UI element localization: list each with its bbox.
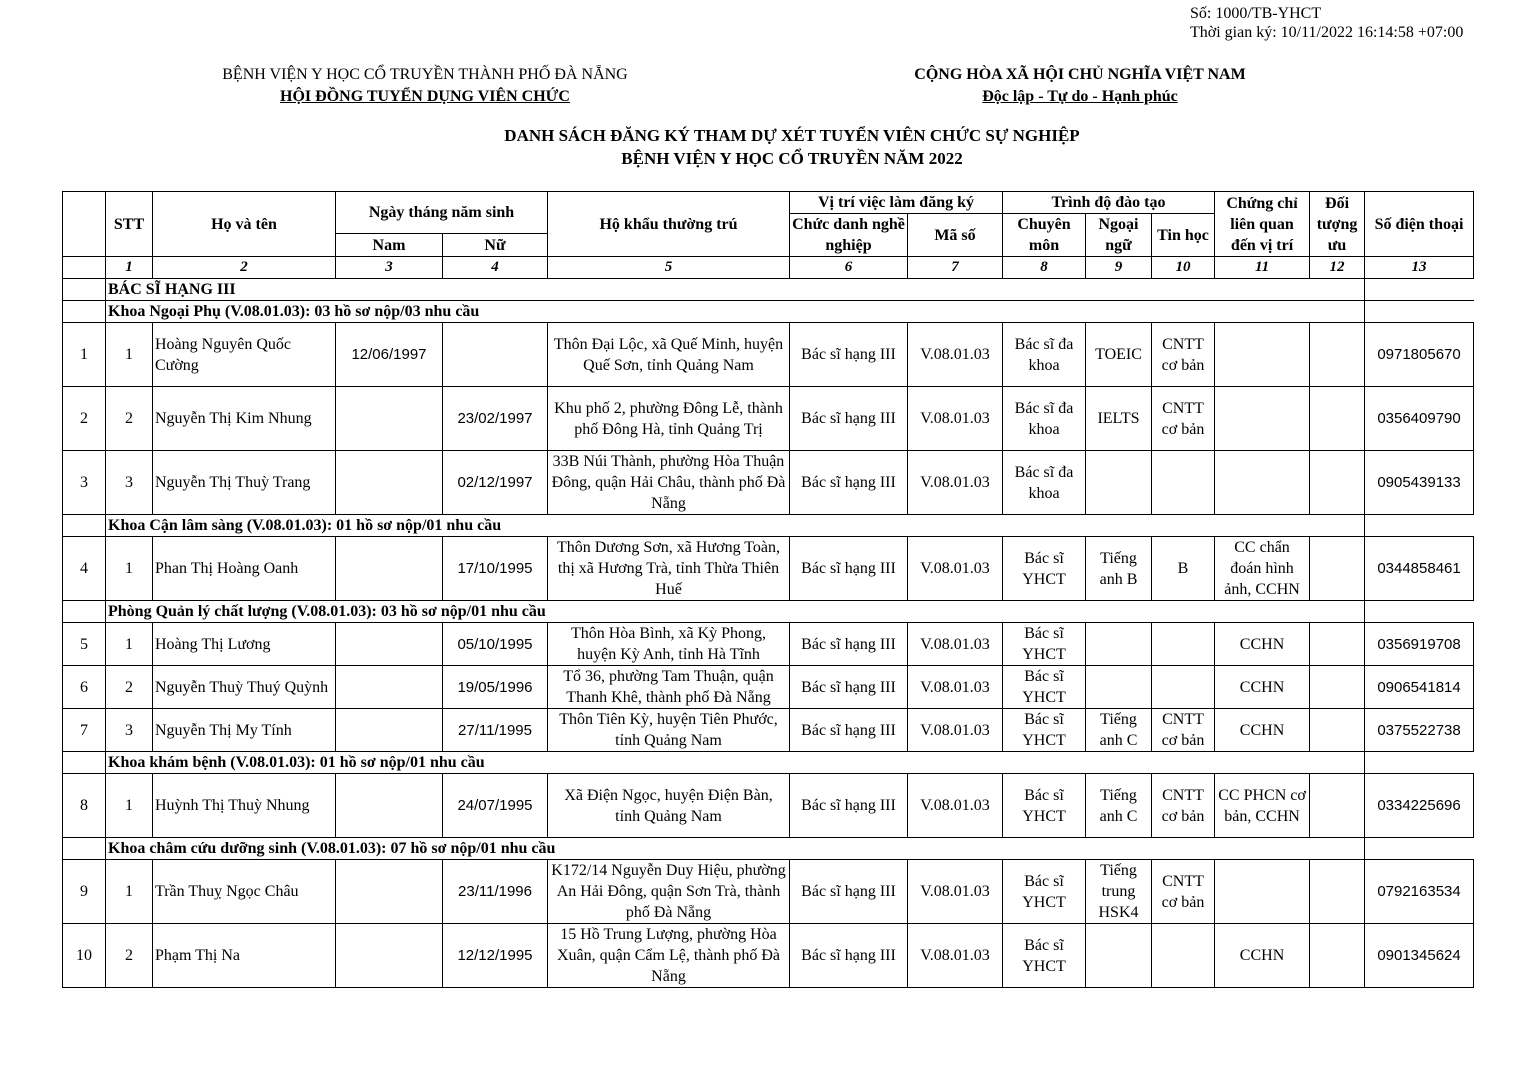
priority [1310, 537, 1365, 601]
dob-female: 24/07/1995 [443, 774, 548, 838]
document-number: Số: 1000/TB-YHCT [1190, 5, 1322, 22]
col-number: 6 [790, 257, 908, 279]
phone-number: 0344858461 [1365, 537, 1474, 601]
row-stt: 1 [106, 323, 153, 387]
it-skill: CNTT cơ bản [1152, 709, 1215, 752]
address: Thôn Dương Sơn, xã Hương Toàn, thị xã Hương Trà, tỉnh Thừa Thiên Huế [548, 537, 790, 601]
applicant-name: Trần Thuỵ Ngọc Châu [153, 860, 336, 924]
it-skill: CNTT cơ bản [1152, 323, 1215, 387]
language: IELTS [1086, 387, 1152, 451]
address: Tổ 36, phường Tam Thuận, quận Thanh Khê, thành phố Đà Nẵng [548, 666, 790, 709]
address: 15 Hồ Trung Lượng, phường Hòa Xuân, quận Cẩm Lệ, thành phố Đà Nẵng [548, 924, 790, 988]
major: Bác sĩ YHCT [1003, 623, 1086, 666]
phone-number: 0356409790 [1365, 387, 1474, 451]
priority [1310, 774, 1365, 838]
dob-female [443, 323, 548, 387]
header-phone: Số điện thoại [1365, 192, 1474, 257]
language [1086, 924, 1152, 988]
header-dob: Ngày tháng năm sinh [336, 192, 548, 234]
col-number: 9 [1086, 257, 1152, 279]
col-number: 11 [1215, 257, 1310, 279]
table-row [63, 451, 1474, 515]
priority [1310, 924, 1365, 988]
position-code: V.08.01.03 [908, 774, 1003, 838]
header-it: Tin học [1152, 214, 1215, 257]
nation-name: CỘNG HÒA XÃ HỘI CHỦ NGHĨA VIỆT NAM [914, 66, 1246, 83]
position-code: V.08.01.03 [908, 537, 1003, 601]
applicant-name: Nguyễn Thị Thuỳ Trang [153, 451, 336, 515]
address: Thôn Đại Lộc, xã Quế Minh, huyện Quế Sơn, tỉnh Quảng Nam [548, 323, 790, 387]
issuer-header [180, 64, 670, 108]
col-number: 7 [908, 257, 1003, 279]
major: Bác sĩ YHCT [1003, 666, 1086, 709]
applicant-name: Phạm Thị Na [153, 924, 336, 988]
table-row [63, 666, 1474, 709]
dob-male [336, 537, 443, 601]
certificate [1215, 451, 1310, 515]
certificate: CCHN [1215, 666, 1310, 709]
signing-time: Thời gian ký: 10/11/2022 16:14:58 +07:00 [1190, 24, 1464, 41]
address: K172/14 Nguyễn Duy Hiệu, phường An Hải Đông, quận Sơn Trà, thành phố Đà Nẵng [548, 860, 790, 924]
col-number: 1 [106, 257, 153, 279]
header-cert: Chứng chỉ liên quan đến vị trí [1215, 192, 1310, 257]
address: 33B Núi Thành, phường Hòa Thuận Đông, quận Hải Châu, thành phố Đà Nẵng [548, 451, 790, 515]
language [1086, 623, 1152, 666]
header-address: Hộ khẩu thường trú [548, 192, 790, 257]
group-title: Phòng Quản lý chất lượng (V.08.01.03): 03 hồ sơ nộp/01 nhu cầu [106, 601, 1365, 623]
applicant-name: Hoàng Thị Lương [153, 623, 336, 666]
applicant-name: Phan Thị Hoàng Oanh [153, 537, 336, 601]
dob-female: 27/11/1995 [443, 709, 548, 752]
it-skill [1152, 623, 1215, 666]
header-name: Họ và tên [153, 192, 336, 257]
header-code: Mã số [908, 214, 1003, 257]
phone-number: 0356919708 [1365, 623, 1474, 666]
group-title: Khoa khám bệnh (V.08.01.03): 01 hồ sơ nộp/01 nhu cầu [106, 752, 1365, 774]
language: Tiếng anh B [1086, 537, 1152, 601]
dob-female: 05/10/1995 [443, 623, 548, 666]
it-skill [1152, 924, 1215, 988]
dob-female: 17/10/1995 [443, 537, 548, 601]
row-stt: 3 [106, 709, 153, 752]
major: Bác sĩ đa khoa [1003, 323, 1086, 387]
address: Thôn Tiên Kỳ, huyện Tiên Phước, tỉnh Quảng Nam [548, 709, 790, 752]
col-number-blank [63, 257, 106, 279]
position-code: V.08.01.03 [908, 451, 1003, 515]
row-stt: 2 [106, 387, 153, 451]
col-number: 12 [1310, 257, 1365, 279]
row-stt: 1 [106, 860, 153, 924]
category-label: BÁC SĨ HẠNG III [106, 279, 1365, 301]
certificate: CCHN [1215, 623, 1310, 666]
it-skill [1152, 666, 1215, 709]
priority [1310, 323, 1365, 387]
position-code: V.08.01.03 [908, 860, 1003, 924]
certificate: CCHN [1215, 709, 1310, 752]
phone-number: 0905439133 [1365, 451, 1474, 515]
job-title: Bác sĩ hạng III [790, 387, 908, 451]
header-education: Trình độ đào tạo [1003, 192, 1215, 214]
table-row [63, 387, 1474, 451]
row-stt: 3 [106, 451, 153, 515]
position-code: V.08.01.03 [908, 924, 1003, 988]
header-no [63, 192, 106, 257]
it-skill: CNTT cơ bản [1152, 387, 1215, 451]
national-motto: Độc lập - Tự do - Hạnh phúc [982, 88, 1178, 105]
row-number: 4 [63, 537, 106, 601]
issuer-org: BỆNH VIỆN Y HỌC CỔ TRUYỀN THÀNH PHỐ ĐÀ NẴNG [222, 66, 628, 83]
header-priority: Đối tượng ưu [1310, 192, 1365, 257]
table-row [63, 924, 1474, 988]
applicant-name: Hoàng Nguyên Quốc Cường [153, 323, 336, 387]
language [1086, 451, 1152, 515]
major: Bác sĩ YHCT [1003, 860, 1086, 924]
certificate: CC chẩn đoán hình ảnh, CCHN [1215, 537, 1310, 601]
applicant-name: Nguyễn Thuỳ Thuý Quỳnh [153, 666, 336, 709]
applicant-table [62, 191, 1474, 988]
issuer-council: HỘI ĐỒNG TUYỂN DỤNG VIÊN CHỨC [280, 88, 570, 105]
job-title: Bác sĩ hạng III [790, 666, 908, 709]
dob-male [336, 623, 443, 666]
job-title: Bác sĩ hạng III [790, 924, 908, 988]
row-stt: 1 [106, 774, 153, 838]
position-code: V.08.01.03 [908, 623, 1003, 666]
job-title: Bác sĩ hạng III [790, 623, 908, 666]
phone-number: 0334225696 [1365, 774, 1474, 838]
applicant-name: Nguyễn Thị My Tính [153, 709, 336, 752]
table-body [63, 279, 1474, 988]
row-stt: 2 [106, 924, 153, 988]
address: Khu phố 2, phường Đông Lễ, thành phố Đông Hà, tỉnh Quảng Trị [548, 387, 790, 451]
dob-female: 19/05/1996 [443, 666, 548, 709]
dob-male [336, 774, 443, 838]
header-title-name: Chức danh nghề nghiệp [790, 214, 908, 257]
col-number: 10 [1152, 257, 1215, 279]
dob-male [336, 666, 443, 709]
col-number: 5 [548, 257, 790, 279]
table-row [63, 623, 1474, 666]
dob-female: 23/11/1996 [443, 860, 548, 924]
job-title: Bác sĩ hạng III [790, 323, 908, 387]
dob-male [336, 709, 443, 752]
certificate: CCHN [1215, 924, 1310, 988]
job-title: Bác sĩ hạng III [790, 451, 908, 515]
phone-number: 0375522738 [1365, 709, 1474, 752]
phone-number: 0971805670 [1365, 323, 1474, 387]
group-title: Khoa Cận lâm sàng (V.08.01.03): 01 hồ sơ nộp/01 nhu cầu [106, 515, 1365, 537]
it-skill [1152, 451, 1215, 515]
table-row [63, 537, 1474, 601]
document-title [62, 124, 1519, 170]
major: Bác sĩ đa khoa [1003, 387, 1086, 451]
certificate [1215, 860, 1310, 924]
dob-female: 02/12/1997 [443, 451, 548, 515]
position-code: V.08.01.03 [908, 323, 1003, 387]
row-number: 8 [63, 774, 106, 838]
job-title: Bác sĩ hạng III [790, 774, 908, 838]
language: TOEIC [1086, 323, 1152, 387]
language: Tiếng anh C [1086, 774, 1152, 838]
table-row [63, 323, 1474, 387]
it-skill: CNTT cơ bản [1152, 774, 1215, 838]
it-skill: CNTT cơ bản [1152, 860, 1215, 924]
applicant-name: Huỳnh Thị Thuỳ Nhung [153, 774, 336, 838]
col-number: 8 [1003, 257, 1086, 279]
row-number: 9 [63, 860, 106, 924]
dob-male [336, 451, 443, 515]
priority [1310, 709, 1365, 752]
dob-male [336, 924, 443, 988]
it-skill: B [1152, 537, 1215, 601]
position-code: V.08.01.03 [908, 666, 1003, 709]
major: Bác sĩ YHCT [1003, 774, 1086, 838]
priority [1310, 666, 1365, 709]
priority [1310, 860, 1365, 924]
major: Bác sĩ YHCT [1003, 709, 1086, 752]
applicant-name: Nguyễn Thị Kim Nhung [153, 387, 336, 451]
position-code: V.08.01.03 [908, 387, 1003, 451]
title-line-1: DANH SÁCH ĐĂNG KÝ THAM DỰ XÉT TUYỂN VIÊN CHỨC SỰ NGHIỆP [504, 126, 1080, 145]
col-number: 13 [1365, 257, 1474, 279]
header-stt: STT [106, 192, 153, 257]
national-header [860, 64, 1300, 108]
language: Tiếng trung HSK4 [1086, 860, 1152, 924]
title-line-2: BỆNH VIỆN Y HỌC CỔ TRUYỀN NĂM 2022 [621, 149, 963, 168]
row-stt: 2 [106, 666, 153, 709]
header-position: Vị trí việc làm đăng ký [790, 192, 1003, 214]
col-number: 3 [336, 257, 443, 279]
table-row [63, 860, 1474, 924]
priority [1310, 623, 1365, 666]
major: Bác sĩ đa khoa [1003, 451, 1086, 515]
table-row [63, 709, 1474, 752]
phone-number: 0906541814 [1365, 666, 1474, 709]
address: Xã Điện Ngọc, huyện Điện Bàn, tỉnh Quảng Nam [548, 774, 790, 838]
group-title: Khoa châm cứu dưỡng sinh (V.08.01.03): 07 hồ sơ nộp/01 nhu cầu [106, 838, 1365, 860]
col-number: 4 [443, 257, 548, 279]
dob-male [336, 860, 443, 924]
row-number: 7 [63, 709, 106, 752]
dob-female: 12/12/1995 [443, 924, 548, 988]
row-number: 6 [63, 666, 106, 709]
address: Thôn Hòa Bình, xã Kỳ Phong, huyện Kỳ Anh, tỉnh Hà Tĩnh [548, 623, 790, 666]
header-major: Chuyên môn [1003, 214, 1086, 257]
job-title: Bác sĩ hạng III [790, 709, 908, 752]
row-stt: 1 [106, 537, 153, 601]
priority [1310, 387, 1365, 451]
certificate: CC PHCN cơ bản, CCHN [1215, 774, 1310, 838]
row-number: 3 [63, 451, 106, 515]
dob-male [336, 387, 443, 451]
header-male: Nam [336, 234, 443, 257]
group-title: Khoa Ngoại Phụ (V.08.01.03): 03 hồ sơ nộp/03 nhu cầu [106, 301, 1365, 323]
certificate [1215, 387, 1310, 451]
dob-male: 12/06/1997 [336, 323, 443, 387]
digital-signature [1190, 4, 1463, 42]
phone-number: 0901345624 [1365, 924, 1474, 988]
language [1086, 666, 1152, 709]
row-number: 5 [63, 623, 106, 666]
col-number: 2 [153, 257, 336, 279]
language: Tiếng anh C [1086, 709, 1152, 752]
job-title: Bác sĩ hạng III [790, 537, 908, 601]
major: Bác sĩ YHCT [1003, 924, 1086, 988]
position-code: V.08.01.03 [908, 709, 1003, 752]
phone-number: 0792163534 [1365, 860, 1474, 924]
row-number: 10 [63, 924, 106, 988]
dob-female: 23/02/1997 [443, 387, 548, 451]
priority [1310, 451, 1365, 515]
certificate [1215, 323, 1310, 387]
row-number: 1 [63, 323, 106, 387]
row-number: 2 [63, 387, 106, 451]
header-language: Ngoại ngữ [1086, 214, 1152, 257]
major: Bác sĩ YHCT [1003, 537, 1086, 601]
header-female: Nữ [443, 234, 548, 257]
row-stt: 1 [106, 623, 153, 666]
table-row [63, 774, 1474, 838]
job-title: Bác sĩ hạng III [790, 860, 908, 924]
